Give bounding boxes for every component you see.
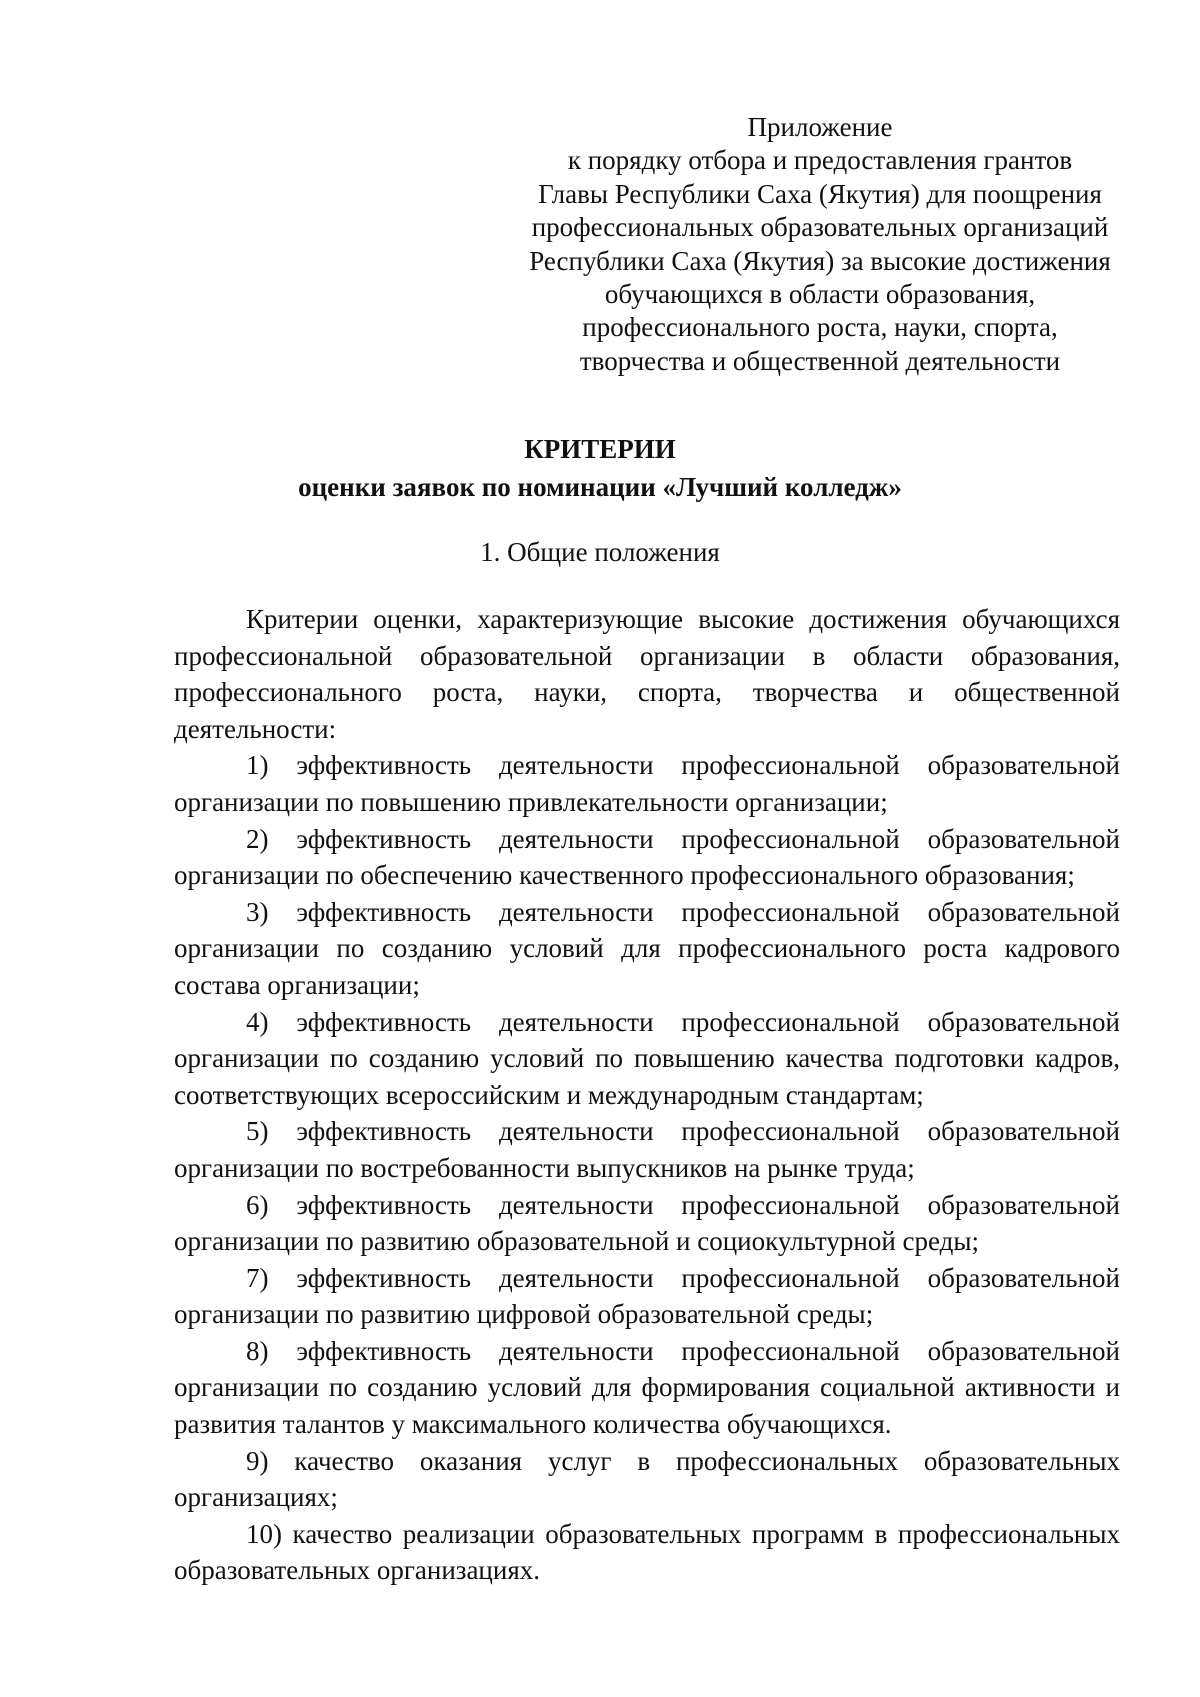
criteria-item-5: 5) эффективность деятельности профессиональной образовательной организации по востребованности выпускников на рынке труда; xyxy=(174,1116,1120,1183)
body-text xyxy=(174,601,1120,1589)
annex-line: профессиональных образовательных организаций xyxy=(531,212,1109,243)
criteria-item-1: 1) эффективность деятельности профессиональной образовательной организации по повышению привлекательности организации; xyxy=(174,750,1120,817)
criteria-item-2: 2) эффективность деятельности профессиональной образовательной организации по обеспечению качественного профессионального образования; xyxy=(174,823,1120,891)
document-subtitle: оценки заявок по номинации «Лучший колледж» xyxy=(298,472,902,502)
criteria-item-3: 3) эффективность деятельности профессиональной образовательной организации по созданию условий для профессионального роста кадрового состава организации; xyxy=(174,896,1120,1000)
annex-line: к порядку отбора и предоставления грантов xyxy=(567,145,1073,176)
criteria-item-8: 8) эффективность деятельности профессиональной образовательной организации по созданию условий для формирования социальной активности и развития талантов у максимального количества обучающихся. xyxy=(174,1335,1120,1440)
annex-line: Республики Саха (Якутия) за высокие достижения xyxy=(529,245,1111,276)
document-title: КРИТЕРИИ xyxy=(524,434,676,464)
criteria-item-4: 4) эффективность деятельности профессиональной образовательной организации по созданию условий по повышению качества подготовки кадров, соответствующих всероссийским и международным стандартам; xyxy=(174,1006,1120,1110)
criteria-item-7: 7) эффективность деятельности профессиональной образовательной организации по развитию цифровой образовательной среды; xyxy=(174,1262,1120,1330)
section-heading: 1. Общие положения xyxy=(480,537,720,567)
annex-line: творчества и общественной деятельности xyxy=(579,345,1061,376)
criteria-item-10: 10) качество реализации образовательных программ в профессиональных образовательных организациях. xyxy=(174,1518,1120,1586)
annex-line: обучающихся в области образования, xyxy=(604,279,1036,310)
criteria-item-9: 9) качество оказания услуг в профессиональных образовательных организациях; xyxy=(174,1445,1120,1513)
annex-line: профессионального роста, науки, спорта, xyxy=(582,312,1058,343)
intro-paragraph: Критерии оценки, характеризующие высокие достижения обучающихся профессиональной образовательной организации в области образования, профессионального роста, науки, спорта, творчества и общественной деятельности: xyxy=(174,604,1120,744)
annex-line: Главы Республики Саха (Якутия) для поощрения xyxy=(538,178,1102,209)
annex-line: Приложение xyxy=(747,112,893,142)
annex-block xyxy=(470,111,1170,378)
criteria-item-6: 6) эффективность деятельности профессиональной образовательной организации по развитию образовательной и социокультурной среды; xyxy=(174,1189,1120,1257)
